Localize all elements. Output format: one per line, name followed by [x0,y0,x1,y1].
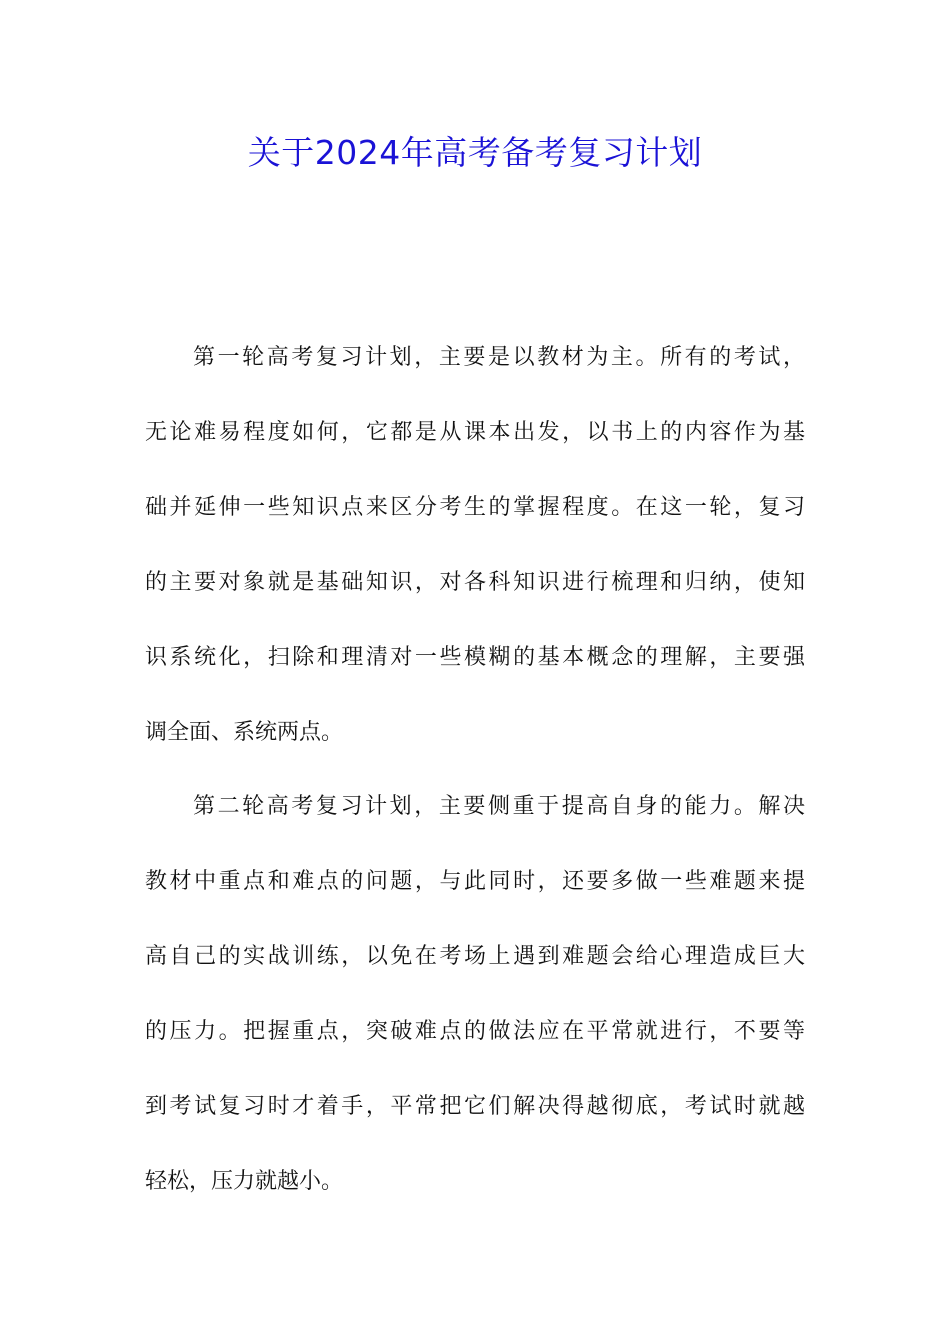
text-line: 轻松，压力就越小。 [145,1169,344,1194]
text-line: 第一轮高考复习计划，主要是以教材为主。所有的考试， [193,345,805,370]
text-line: 高自己的实战训练，以免在考场上遇到难题会给心理造成巨大 [145,944,805,969]
text-line: 的主要对象就是基础知识，对各科知识进行梳理和归纳，使知 [145,570,805,595]
text-line: 础并延伸一些知识点来区分考生的掌握程度。在这一轮，复习 [145,495,805,520]
text-line: 第二轮高考复习计划，主要侧重于提高自身的能力。解决 [193,794,805,819]
text-line: 教材中重点和难点的问题，与此同时，还要多做一些难题来提 [145,869,805,894]
text-line: 调全面、系统两点。 [145,720,344,745]
text-line: 的压力。把握重点，突破难点的做法应在平常就进行，不要等 [145,1019,805,1044]
text-line: 无论难易程度如何，它都是从课本出发，以书上的内容作为基 [145,420,805,445]
text-line: 到考试复习时才着手，平常把它们解决得越彻底，考试时就越 [145,1094,805,1119]
text-line: 识系统化，扫除和理清对一些模糊的基本概念的理解，主要强 [145,645,805,670]
document-title: 关于2024年高考备考复习计划 [247,133,703,172]
